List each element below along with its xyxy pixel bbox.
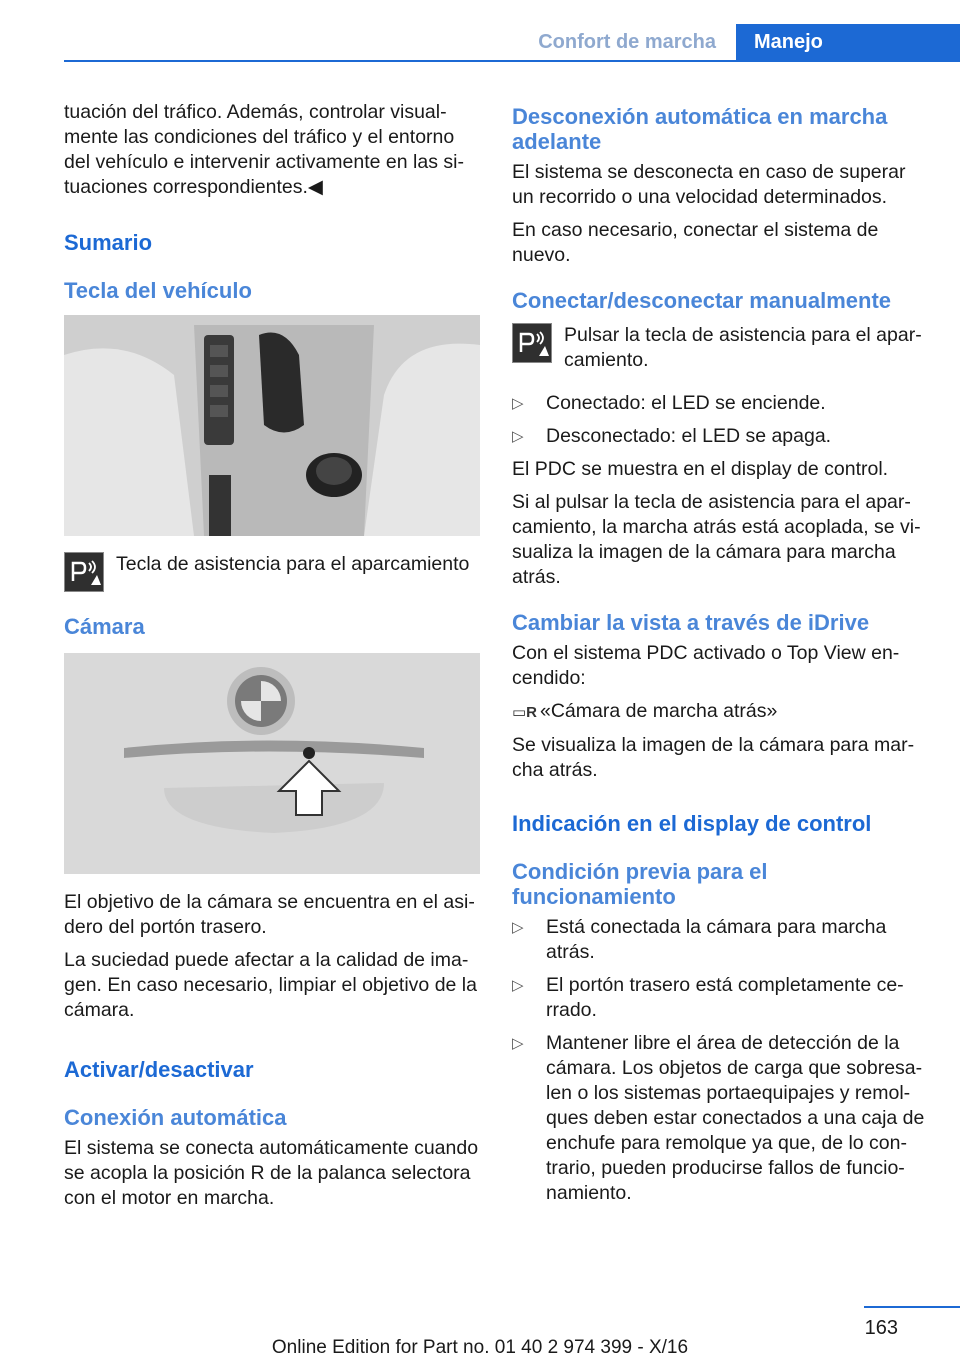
led-status-list (512, 391, 928, 449)
heading-desconexion: Desconexión automática en marcha adelante (512, 104, 888, 154)
camera-lens-paragraph: El objetivo de la cámara se encuentra en el asi‐ dero del portón trasero. (64, 891, 475, 938)
list-item: ▷ Está conectada la cámara para marcha atrás. (512, 916, 887, 963)
intro-paragraph: tuación del tráfico. Además, controlar visual‐ mente las condiciones del tráfico y el entorno del vehículo e intervenir activamente en las si‐ tuaciones correspondientes.◀ (64, 101, 464, 198)
heading-manual: Conectar/desconectar manualmente (512, 288, 892, 313)
left-column (64, 100, 480, 1219)
bullet-triangle-icon: ▷ (512, 395, 524, 412)
heading-indicacion: Indicación en el display de control (512, 811, 872, 836)
precondition-list (512, 915, 928, 1206)
list-item: ▷ Conectado: el LED se enciende. (512, 392, 826, 414)
list-item: ▷ El portón trasero está completamente ce‐ rrado. (512, 974, 904, 1021)
header-rule (64, 60, 960, 62)
chapter-title: Confort de marcha (538, 31, 716, 53)
page-number: 163 (864, 1317, 898, 1339)
heading-camara: Cámara (64, 614, 145, 639)
reverse-camera-paragraph: Si al pulsar la tecla de asistencia para el apar‐ camiento, la marcha atrás está acoplada, se vi‐ sualiza la imagen de la cámara para marcha atrás. (512, 491, 921, 588)
heading-activar: Activar/desactivar (64, 1057, 254, 1082)
parking-assist-icon (512, 323, 552, 363)
list-item: ▷ Mantener libre el área de detección de la cámara. Los objetos de carga que sobresa‐ len o los sistemas portaequipajes y remol‐ ques deben estar conectados a una caja de enchufe para remolque ya que, de lo con‐ trario, pueden producirse fallos de funcio‐ namiento. (512, 1032, 925, 1204)
camera-image-paragraph: Se visualiza la imagen de la cámara para mar‐ cha atrás. (512, 734, 915, 781)
pdc-active-paragraph: Con el sistema PDC activado o Top View en‐ cendido: (512, 642, 900, 689)
bullet-triangle-icon: ▷ (512, 919, 524, 936)
heading-vista: Cambiar la vista a través de iDrive (512, 610, 870, 635)
section-tab: Manejo (736, 24, 960, 61)
reconnect-paragraph: En caso necesario, conectar el sistema de nuevo. (512, 219, 879, 266)
auto-disconnect-paragraph: El sistema se desconecta en caso de superar un recorrido o una velocidad determinados. (512, 161, 906, 208)
pdc-key-caption (64, 552, 480, 592)
parking-assist-icon (64, 552, 104, 592)
heading-condicion: Condición previa para el funcionamiento (512, 859, 768, 909)
heading-sumario: Sumario (64, 230, 153, 255)
bullet-triangle-icon: ▷ (512, 428, 524, 445)
pdc-key-label: Tecla de asistencia para el aparcamiento (116, 553, 470, 575)
press-key-text: Pulsar la tecla de asistencia para el apar‐ camiento. (564, 324, 922, 371)
right-column (512, 100, 928, 1214)
heading-conexion: Conexión automática (64, 1105, 287, 1130)
manual-press-instruction (512, 323, 928, 373)
list-item: ▷ Desconectado: el LED se apaga. (512, 425, 832, 447)
edition-footer: Online Edition for Part no. 01 40 2 974 399 - X/16 (271, 1337, 689, 1358)
heading-tecla: Tecla del vehículo (64, 278, 252, 303)
pdc-display-paragraph: El PDC se muestra en el display de control. (512, 458, 889, 480)
menu-item-line: ▭R «Cámara de marcha atrás» (512, 699, 928, 725)
rear-camera-icon: ▭R (512, 704, 538, 721)
rear-camera-photo (64, 653, 480, 874)
dirt-paragraph: La suciedad puede afectar a la calidad de ima‐ gen. En caso necesario, limpiar el objetivo de la cámara. (64, 949, 477, 1021)
bullet-triangle-icon: ▷ (512, 977, 524, 994)
page-number-rule (864, 1306, 960, 1308)
auto-connect-paragraph: El sistema se conecta automáticamente cuando se acopla la posición R de la palanca selectora con el motor en marcha. (64, 1137, 479, 1209)
page-header (0, 24, 960, 62)
bullet-triangle-icon: ▷ (512, 1035, 524, 1052)
gear-selector-photo (64, 315, 480, 536)
